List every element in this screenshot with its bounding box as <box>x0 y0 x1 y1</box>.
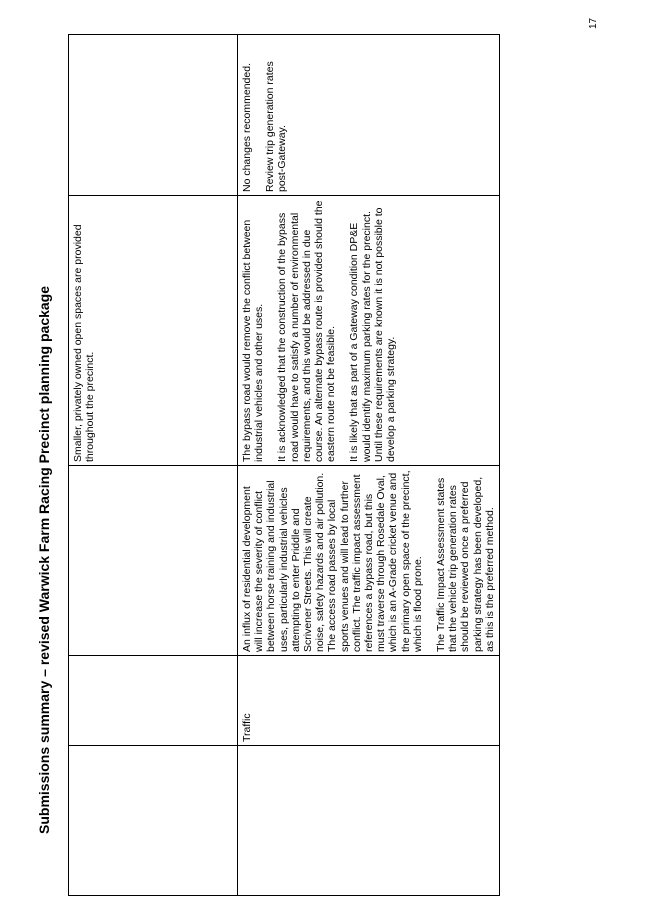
submissions-table <box>68 34 500 896</box>
submission-paragraph: The Traffic Impact Assessment states that the vehicle trip generation rates should be reviewed once a preferred parking strategy has been developed, as this is the preferred method. <box>435 476 496 652</box>
recommendation-paragraph: Review trip generation rates post-Gateway. <box>264 61 289 192</box>
response-paragraph: The bypass road would remove the conflict between industrial vehicles and other uses. <box>241 219 266 462</box>
row2-col1-cell <box>238 746 500 896</box>
row2-issue-cell: Traffic <box>238 656 500 746</box>
row1-response-cell: Smaller, privately owned open spaces are provided throughout the precinct. <box>69 196 238 466</box>
recommendation-paragraph: No changes recommended. <box>241 63 253 192</box>
row1-col3-cell <box>69 466 238 656</box>
row1-col5-cell <box>69 35 238 196</box>
table-row <box>69 35 238 896</box>
submission-paragraph: An influx of residential development will increase the severity of conflict between horse training and industrial uses, particularly industrial vehicles attempting to enter Priddle and Scrivener Streets. This will create noise, safety hazards and air pollution. The access road passes by local sports venues and will lead to further conflict. The traffic impact assessment references a bypass road, but this must traverse through Rosedale Oval, which is an A-Grade cricket venue and the primary open space of the precinct, which is flood prone. <box>241 470 424 652</box>
response-paragraph: It is likely that as part of a Gateway condition DP&E would identify maximum parking rates for the precinct. Until these requirements are known it is not possible to develop a parking strategy. <box>348 207 398 462</box>
row2-submission-cell <box>238 466 500 656</box>
row1-col1-cell <box>69 746 238 896</box>
response-paragraph: It is acknowledged that the construction of the bypass road would have to satisfy a number of environmental requirements, and this would be addressed in due course. An alternate bypass route is provided should the eastern route not be feasible. <box>276 200 338 462</box>
table-row <box>238 35 500 896</box>
page-number: 17 <box>588 17 599 29</box>
row2-recommendation-cell <box>238 35 500 196</box>
row1-col2-cell <box>69 656 238 746</box>
page-title: Submissions summary – revised Warwick Farm Racing Precinct planning package <box>36 285 52 834</box>
row2-response-cell <box>238 196 500 466</box>
